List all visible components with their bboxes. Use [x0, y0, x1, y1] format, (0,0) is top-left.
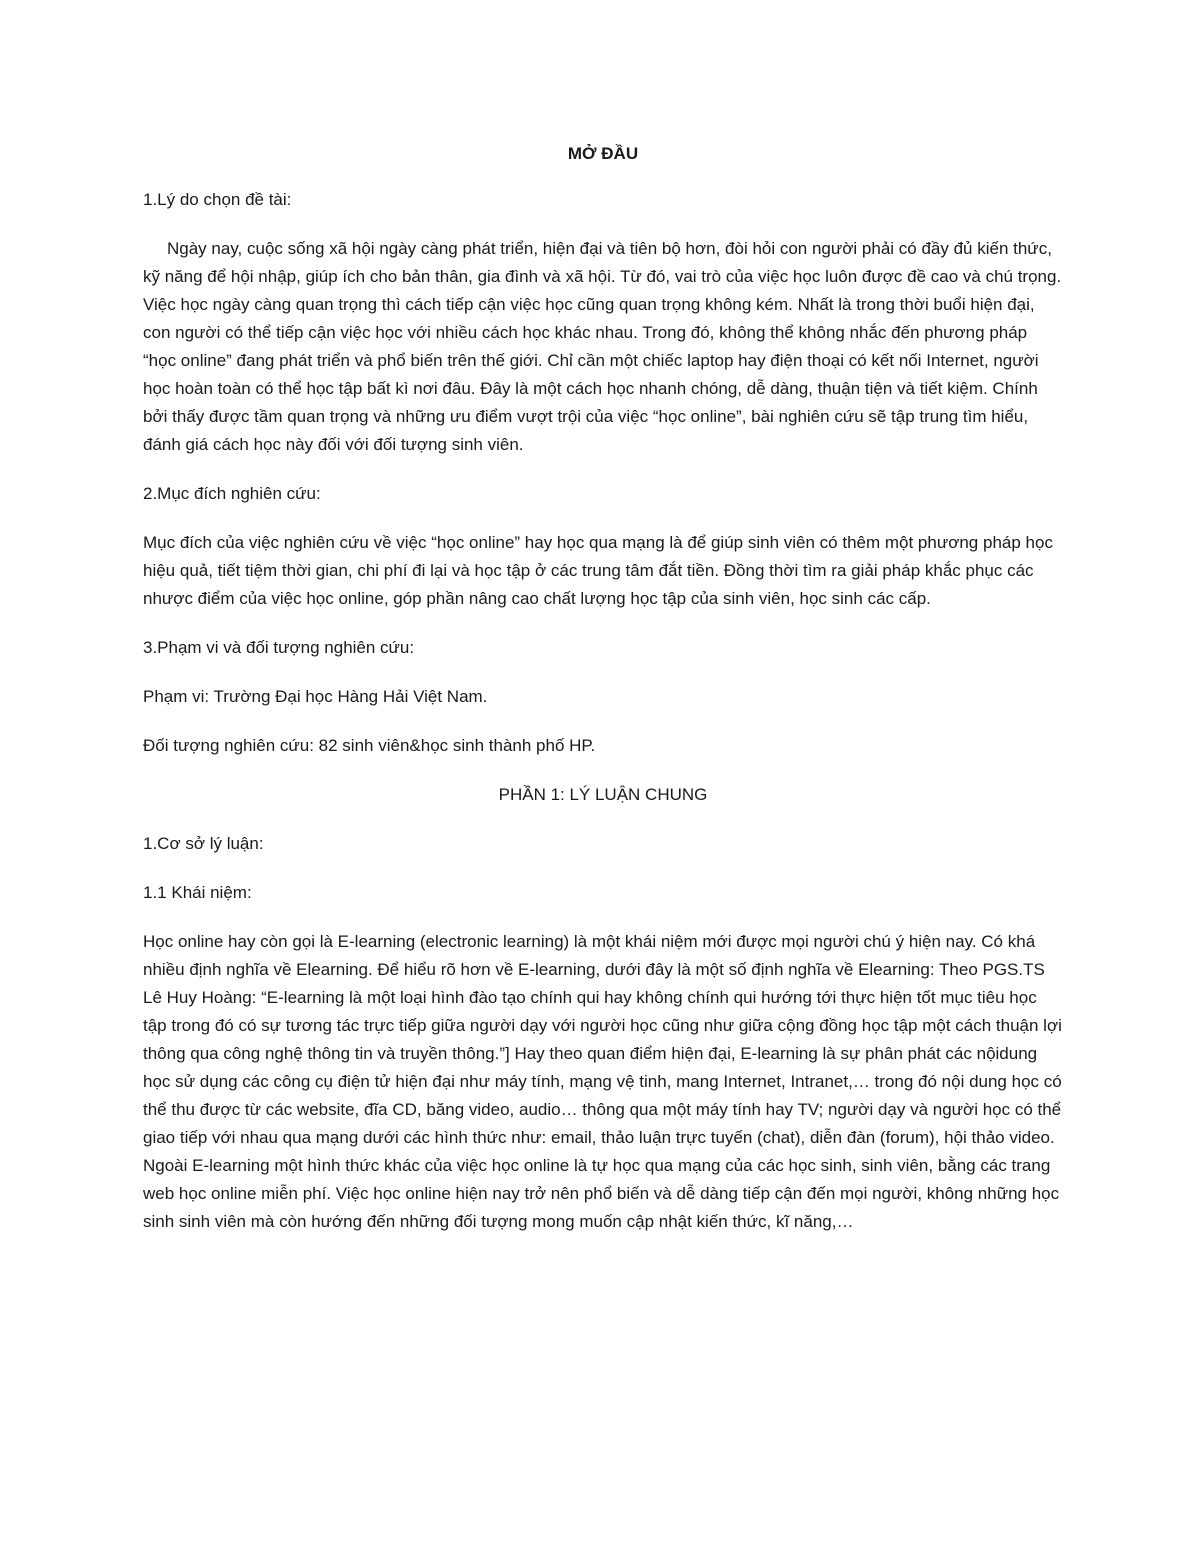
section-1-paragraph: Ngày nay, cuộc sống xã hội ngày càng phát triển, hiện đại và tiên bộ hơn, đòi hỏi con người phải có đầy đủ kiến thức, kỹ năng để hội nhập, giúp ích cho bản thân, gia đình và xã hội. Từ đó, vai trò của việc học luôn được đề cao và chú trọng. Việc học ngày càng quan trọng thì cách tiếp cận việc học cũng quan trọng không kém. Nhất là trong thời buổi hiện đại, con người có thể tiếp cận việc học với nhiều cách học khác nhau. Trong đó, không thể không nhắc đến phương pháp “học online” đang phát triển và phổ biến trên thế giới. Chỉ cần một chiếc laptop hay điện thoại có kết nối Internet, người học hoàn toàn có thể học tập bất kì nơi đâu. Đây là một cách học nhanh chóng, dễ dàng, thuận tiện và tiết kiệm. Chính bởi thấy được tầm quan trọng và những ưu điểm vượt trội của việc “học online”, bài nghiên cứu sẽ tập trung tìm hiểu, đánh giá cách học này đối với đối tượng sinh viên. [143, 239, 1062, 454]
part-1-title: PHẦN 1: LÝ LUẬN CHUNG [498, 785, 708, 804]
section-2-paragraph: Mục đích của việc nghiên cứu về việc “học online” hay học qua mạng là để giúp sinh viên có thêm một phương pháp học hiệu quả, tiết tiệm thời gian, chi phí đi lại và học tập ở các trung tâm đắt tiền. Đồng thời tìm ra giải pháp khắc phục các nhược điểm của việc học online, góp phần nâng cao chất lượng học tập của sinh viên, học sinh các cấp. [143, 533, 1053, 608]
document-title: MỞ ĐẦU [567, 144, 639, 163]
section-1-heading: 1.Lý do chọn đề tài: [143, 190, 292, 209]
scope-line: Phạm vi: Trường Đại học Hàng Hải Việt Nam. [143, 687, 488, 706]
part-1-subheading: 1.1 Khái niệm: [143, 883, 252, 902]
part-1-heading: 1.Cơ sở lý luận: [143, 834, 264, 853]
subjects-line: Đối tượng nghiên cứu: 82 sinh viên&học sinh thành phố HP. [143, 736, 596, 755]
part-1-paragraph: Học online hay còn gọi là E-learning (electronic learning) là một khái niệm mới được mọi người chú ý hiện nay. Có khá nhiều định nghĩa về Elearning. Để hiểu rõ hơn về E-learning, dưới đây là một số định nghĩa về Elearning: Theo PGS.TS Lê Huy Hoàng: “E-learning là một loại hình đào tạo chính qui hay không chính qui hướng tới thực hiện tốt mục tiêu học tập trong đó có sự tương tác trực tiếp giữa người dạy với người học cũng như giữa cộng đồng học tập một cách thuận lợi thông qua công nghệ thông tin và truyền thông.”] Hay theo quan điểm hiện đại, E-learning là sự phân phát các nộidung học sử dụng các công cụ điện tử hiện đại như máy tính, mạng vệ tinh, mang Internet, Intranet,… trong đó nội dung học có thể thu được từ các website, đĩa CD, băng video, audio… thông qua một máy tính hay TV; người dạy và người học có thể giao tiếp với nhau qua mạng dưới các hình thức như: email, thảo luận trực tuyến (chat), diễn đàn (forum), hội thảo video. Ngoài E-learning một hình thức khác của việc học online là tự học qua mạng của các học sinh, sinh viên, bằng các trang web học online miễn phí. Việc học online hiện nay trở nên phổ biến và dễ dàng tiếp cận đến mọi người, không những học sinh sinh viên mà còn hướng đến những đối tượng mong muốn cập nhật kiến thức, kĩ năng,… [143, 932, 1062, 1231]
section-3-heading: 3.Phạm vi và đối tượng nghiên cứu: [143, 638, 415, 657]
document-content [143, 140, 1063, 1257]
section-2-heading: 2.Mục đích nghiên cứu: [143, 484, 321, 503]
